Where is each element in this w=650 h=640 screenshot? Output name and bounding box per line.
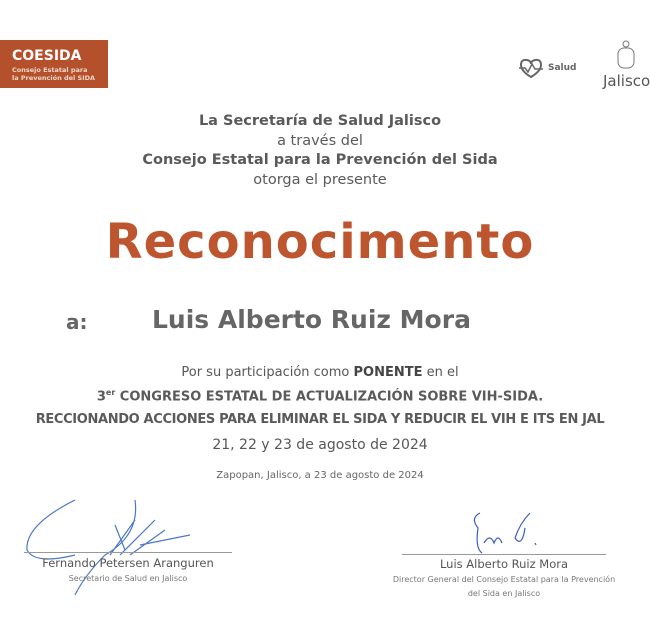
certificate-title: Reconocimento: [105, 214, 535, 270]
signer-2-role-line-2: del Sida en Jalisco: [467, 589, 541, 598]
event-motto: RECCIONANDO ACCIONES PARA ELIMINAR EL SIDA Y REDUCIR EL VIH E ITS EN JAL: [35, 412, 605, 427]
recipient-name: Luis Alberto Ruiz Mora: [152, 305, 471, 334]
jalisco-logo: [603, 40, 650, 90]
signature-1: [15, 495, 215, 605]
header-line-3: Consejo Estatal para la Prevención del Sida: [142, 152, 498, 168]
jalisco-label: Jalisco: [603, 72, 650, 90]
signature-line-1: [24, 552, 232, 553]
recipient-prefix: a:: [66, 310, 88, 334]
event-dates: 21, 22 y 23 de agosto de 2024: [212, 437, 428, 453]
signer-1-role: Secretario de Salud en Jalisco: [68, 574, 188, 583]
event-ordinal: 3: [96, 389, 106, 405]
signer-2-role-line-1: Director General del Consejo Estatal para la Prevención: [392, 575, 616, 584]
signer-1-name: Fernando Petersen Aranguren: [42, 556, 214, 570]
jalisco-coat-of-arms-icon: [615, 40, 637, 70]
signer-2-name: Luis Alberto Ruiz Mora: [439, 557, 569, 571]
signature-2: [460, 508, 550, 558]
coesida-sub2: la Prevención del SIDA: [12, 74, 96, 82]
event-name: [0, 388, 640, 404]
event-ordinal-sup: er: [105, 388, 116, 397]
heart-wave-icon: [518, 57, 544, 79]
header-line-1: La Secretaría de Salud Jalisco: [198, 113, 442, 129]
header-line-4: otorga el presente: [253, 172, 387, 188]
participation-post: en el: [422, 365, 459, 380]
coesida-logo: [0, 40, 108, 88]
coesida-logo-subtitle: [12, 66, 95, 82]
salud-logo: [518, 57, 577, 79]
coesida-logo-title: COESIDA: [12, 48, 82, 64]
place-date: Zapopan, Jalisco, a 23 de agosto de 2024: [216, 470, 424, 481]
signature-line-2: [402, 554, 606, 555]
header-line-2: a través del: [277, 133, 363, 149]
event-title: CONGRESO ESTATAL DE ACTUALIZACIÓN SOBRE VIH-SIDA.: [115, 389, 544, 405]
coesida-sub1: Consejo Estatal para: [12, 66, 88, 74]
salud-label: Salud: [548, 63, 577, 73]
participation-text: [0, 365, 640, 380]
participation-role: PONENTE: [353, 365, 423, 380]
participation-pre: Por su participación como: [181, 365, 354, 380]
